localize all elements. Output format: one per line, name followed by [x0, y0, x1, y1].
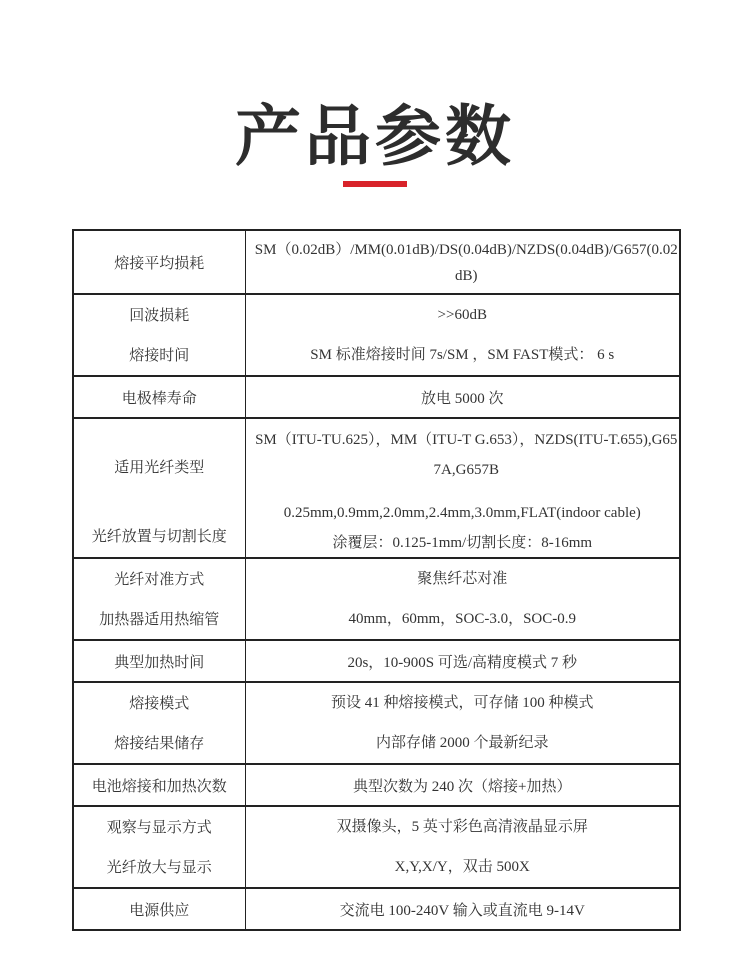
spec-label [73, 806, 245, 888]
spec-label-text: 光纤放大与显示 [106, 858, 212, 876]
spec-label-text: 熔接时间 [129, 346, 190, 364]
spec-value: 20s，10-900S 可选/高精度模式 7 秒 [245, 640, 680, 682]
spec-label-text: 光纤对准方式 [114, 570, 205, 588]
table-row [73, 764, 680, 806]
table-row [73, 888, 680, 930]
spec-value-text: >>60dB [437, 307, 487, 323]
spec-label-text: 适用光纤类型 [114, 458, 205, 476]
spec-label-text: 观察与显示方式 [106, 818, 212, 836]
spec-value [245, 558, 680, 640]
spec-value-text: 聚焦纤芯对准 [417, 571, 508, 587]
spec-value: 交流电 100-240V 输入或直流电 9-14V [245, 888, 680, 930]
spec-value [245, 806, 680, 888]
spec-value-text: SM 标准熔接时间 7s/SM ，SM FAST模式： 6 s [310, 347, 615, 363]
spec-label [73, 682, 245, 764]
spec-table [72, 229, 681, 931]
spec-value-text: 涂覆层：0.125-1mm/切割长度：8-16mm [332, 535, 593, 551]
table-row [73, 418, 680, 558]
spec-label-text: 加热器适用热缩管 [99, 610, 220, 628]
spec-label-text: 熔接结果储存 [114, 734, 205, 752]
spec-value [245, 230, 680, 294]
spec-value-text: 双摄像头，5 英寸彩色高清液晶显示屏 [336, 819, 588, 835]
table-row [73, 682, 680, 764]
spec-label [73, 558, 245, 640]
spec-value-text: 0.25mm,0.9mm,2.0mm,2.4mm,3.0mm,FLAT(indoor cable) [283, 505, 641, 521]
spec-label: 熔接平均损耗 [73, 230, 245, 294]
table-row [73, 294, 680, 376]
spec-label [73, 418, 245, 558]
spec-value: 典型次数为 240 次（熔接+加热） [245, 764, 680, 806]
table-row [73, 230, 680, 294]
spec-label: 电极棒寿命 [73, 376, 245, 418]
spec-label-text: 回波损耗 [129, 306, 190, 324]
spec-value-text: 内部存储 2000 个最新纪录 [375, 735, 549, 751]
table-row [73, 806, 680, 888]
spec-label: 电源供应 [73, 888, 245, 930]
spec-value: 放电 5000 次 [245, 376, 680, 418]
spec-value-text: 40mm，60mm，SOC-3.0，SOC-0.9 [348, 611, 577, 627]
table-row [73, 640, 680, 682]
spec-value [245, 294, 680, 376]
title-underline [343, 181, 407, 187]
spec-value [245, 418, 680, 558]
spec-label [73, 294, 245, 376]
table-row [73, 376, 680, 418]
spec-label: 电池熔接和加热次数 [73, 764, 245, 806]
spec-value [245, 682, 680, 764]
spec-label: 典型加热时间 [73, 640, 245, 682]
page-title: 产品参数 [235, 98, 515, 175]
table-row [73, 558, 680, 640]
spec-label-text: 熔接模式 [129, 694, 190, 712]
spec-label-text: 光纤放置与切割长度 [91, 527, 227, 545]
spec-value-text: SM（ITU-TU.625），MM（ITU-T G.653），NZDS(ITU-T.655),G657A,G657B [255, 432, 678, 478]
spec-value-text: SM（0.02dB）/MM(0.01dB)/DS(0.04dB)/NZDS(0.04dB)/G657(0.02dB) [254, 242, 678, 284]
spec-value-text: 预设 41 种熔接模式，可存储 100 种模式 [330, 695, 594, 711]
spec-value-text: X,Y,X/Y，双击 500X [394, 859, 530, 875]
